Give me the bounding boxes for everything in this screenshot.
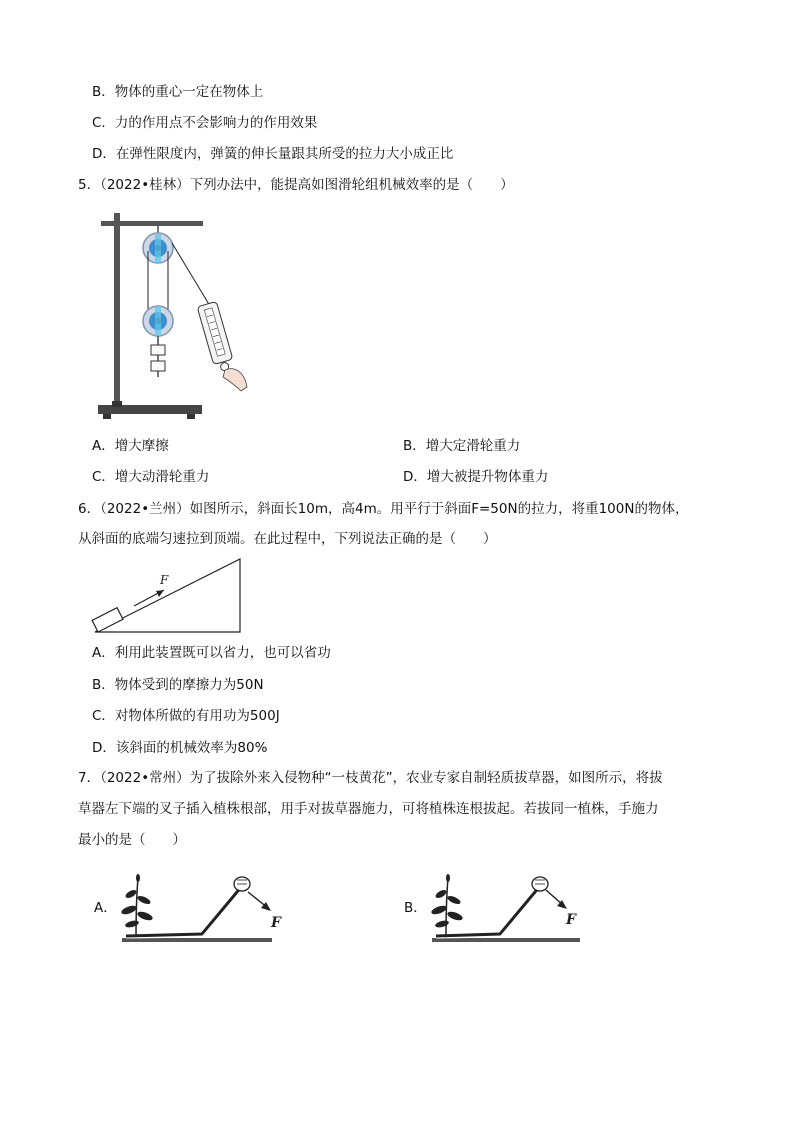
q4-option-c: C．力的作用点不会影响力的作用效果 xyxy=(92,115,318,131)
q7-option-b: B． xyxy=(404,900,427,916)
q5-option-d: D．增大被提升物体重力 xyxy=(403,469,549,485)
incline-figure xyxy=(92,556,244,636)
q6-option-d: D．该斜面的机械效率为80% xyxy=(92,740,268,756)
q5-option-a: A．增大摩擦 xyxy=(92,438,169,454)
q5-option-c: C．增大动滑轮重力 xyxy=(92,469,210,485)
q6-stem-line2: 从斜面的底端匀速拉到顶端。在此过程中，下列说法正确的是（ ） xyxy=(78,531,497,547)
weeder-figure-b xyxy=(428,872,584,950)
q7-stem-line3: 最小的是（ ） xyxy=(78,832,186,848)
pulley-system-figure xyxy=(95,205,255,423)
q7a-force-label: F xyxy=(271,915,281,931)
q6-force-label: F xyxy=(160,573,169,587)
weeder-figure-a xyxy=(118,872,281,950)
q5-option-b: B．增大定滑轮重力 xyxy=(403,438,521,454)
q7-stem-line2: 草器左下端的叉子插入植株根部，用手对拔草器施力，可将植株连根拔起。若拔同一植株，手施力 xyxy=(78,801,659,817)
q7b-force-label: F xyxy=(566,912,576,928)
q6-option-b: B．物体受到的摩擦力为50N xyxy=(92,677,264,693)
q6-stem-line1: 6．（2022•兰州）如图所示，斜面长10m，高4m。用平行于斜面F=50N的拉力，将重100N的物体， xyxy=(78,501,689,517)
q7-stem-line1: 7．（2022•常州）为了拔除外来入侵物种“一枝黄花”，农业专家自制轻质拔草器，如图所示，将拔 xyxy=(78,770,663,786)
q6-option-a: A．利用此装置既可以省力，也可以省功 xyxy=(92,645,331,661)
q5-stem: 5．（2022•桂林）下列办法中，能提高如图滑轮组机械效率的是（ ） xyxy=(78,177,514,193)
q6-option-c: C．对物体所做的有用功为500J xyxy=(92,708,280,724)
q4-option-b: B．物体的重心一定在物体上 xyxy=(92,84,264,100)
q7-option-a: A． xyxy=(94,900,117,916)
q4-option-d: D．在弹性限度内，弹簧的伸长量跟其所受的拉力大小成正比 xyxy=(92,146,454,162)
